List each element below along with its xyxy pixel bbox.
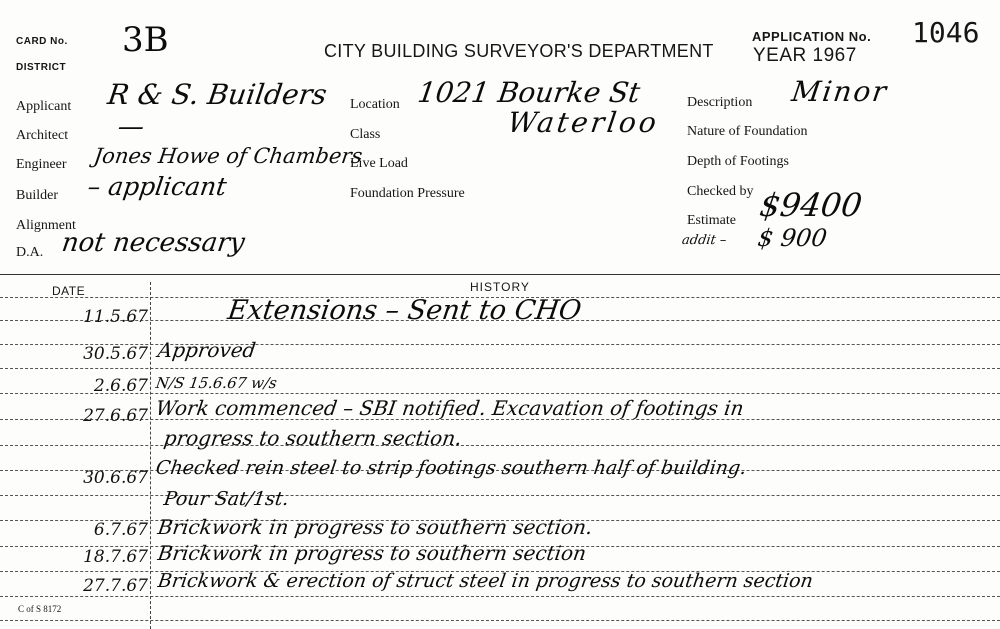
class-label: Class — [350, 127, 381, 142]
location-value-line1: 1021 Bourke St — [415, 76, 643, 109]
history-text: Extensions – Sent to CHO — [225, 295, 584, 326]
section-divider — [0, 274, 1000, 275]
engineer-label: Engineer — [16, 157, 67, 172]
description-label: Description — [687, 95, 753, 110]
history-text: Approved — [156, 338, 258, 362]
history-date: 30.5.67 — [83, 344, 148, 364]
application-no-value: 1046 — [912, 16, 980, 49]
estimate-label: Estimate — [687, 213, 736, 228]
history-date: 27.6.67 — [83, 406, 148, 426]
history-text: Brickwork in progress to southern section. — [156, 515, 595, 539]
depth-of-footings-label: Depth of Footings — [687, 154, 789, 169]
history-date: 6.7.67 — [93, 520, 148, 540]
builder-value: – applicant — [85, 172, 229, 201]
da-value: not necessary — [59, 228, 247, 258]
history-text: Brickwork in progress to southern section — [156, 541, 588, 565]
history-date: 11.5.67 — [83, 307, 148, 327]
history-text: Brickwork & erection of struct steel in progress to southern section — [156, 570, 815, 592]
history-date: 2.6.67 — [93, 376, 148, 396]
date-column-divider — [150, 282, 151, 629]
history-column-header: HISTORY — [470, 280, 530, 294]
card-no-value: 3B — [122, 20, 169, 60]
addit-value: $ 900 — [756, 224, 829, 252]
history-text: Checked rein steel to strip footings southern half of building. — [154, 457, 748, 479]
architect-value: — — [115, 112, 147, 142]
nature-of-foundation-label: Nature of Foundation — [687, 124, 808, 139]
date-column-header: DATE — [52, 284, 86, 298]
checked-by-label: Checked by — [687, 184, 754, 199]
estimate-value: $9400 — [757, 186, 865, 224]
applicant-label: Applicant — [16, 99, 72, 114]
builder-label: Builder — [16, 188, 58, 203]
description-value: Minor — [789, 75, 891, 108]
district-label: DISTRICT — [16, 62, 67, 73]
location-label: Location — [350, 97, 400, 112]
history-text: progress to southern section. — [162, 426, 464, 450]
live-load-label: Live Load — [350, 156, 408, 171]
history-date: 27.7.67 — [83, 576, 148, 596]
history-text: N/S 15.6.67 w/s — [154, 374, 279, 392]
applicant-value: R & S. Builders — [105, 78, 329, 111]
engineer-value: Jones Howe of Chambers — [92, 144, 364, 168]
history-text: Work commenced – SBI notified. Excavation of footings in — [154, 396, 746, 420]
form-code: C of S 8172 — [18, 604, 62, 614]
architect-label: Architect — [16, 128, 69, 143]
year-label: YEAR 1967 — [753, 45, 857, 66]
addit-label: addit – — [680, 233, 728, 248]
application-no-label: APPLICATION No. — [752, 29, 872, 44]
department-title: CITY BUILDING SURVEYOR'S DEPARTMENT — [324, 41, 714, 61]
history-date: 18.7.67 — [83, 547, 148, 567]
da-label: D.A. — [16, 245, 44, 260]
history-text: Pour Sat/1st. — [162, 488, 291, 510]
history-date: 30.6.67 — [83, 468, 148, 488]
foundation-pressure-label: Foundation Pressure — [350, 186, 465, 201]
alignment-label: Alignment — [16, 218, 76, 233]
card-no-label: CARD No. — [16, 36, 68, 47]
location-value-line2: Waterloo — [505, 106, 662, 139]
